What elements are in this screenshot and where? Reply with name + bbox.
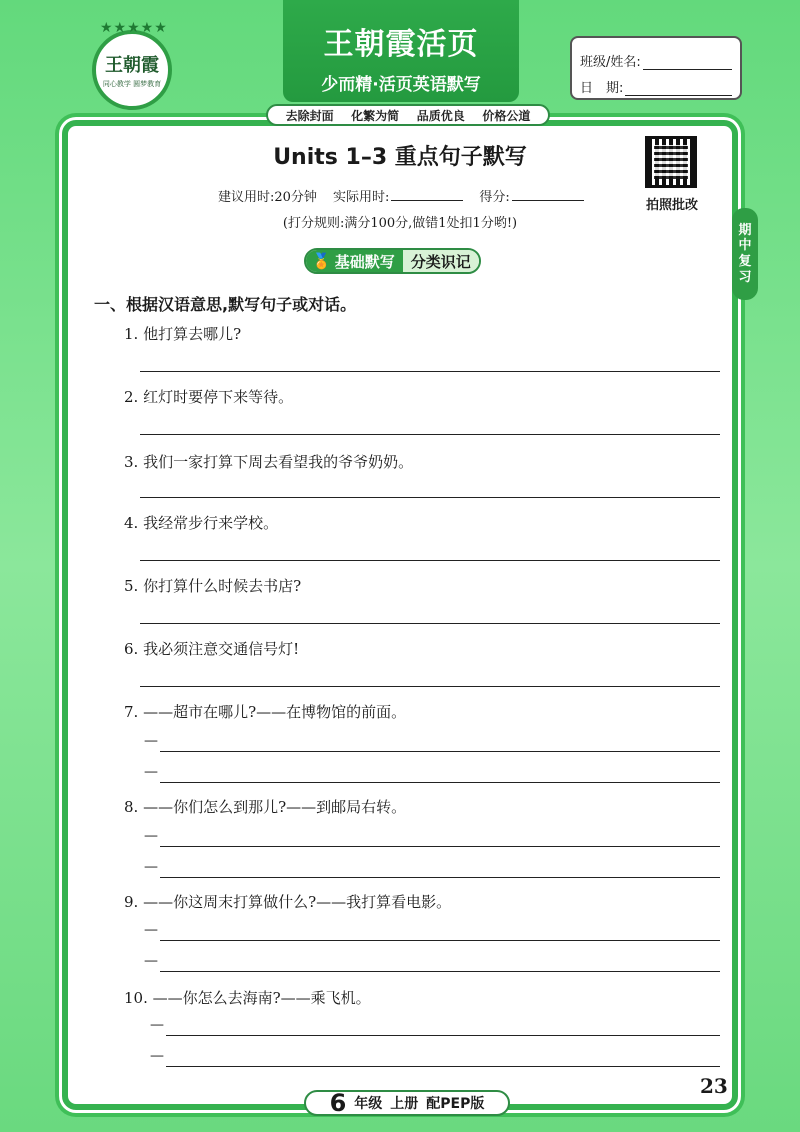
time-score-row — [218, 186, 584, 205]
class-name-field[interactable] — [643, 56, 732, 70]
brand-subtitle: 少而精·活页英语默写 — [321, 75, 481, 95]
question-6: 6. 我必须注意交通信号灯! — [124, 640, 300, 658]
answer-line[interactable] — [160, 971, 720, 972]
question-9: 9. ——你这周末打算做什么?——我打算看电影。 — [124, 893, 452, 911]
tab-category-label: 分类识记 — [410, 252, 471, 271]
slogan-item: 化繁为简 — [351, 108, 400, 123]
score-field[interactable] — [512, 189, 584, 201]
dash: — — [144, 953, 158, 969]
answer-line[interactable] — [160, 751, 720, 752]
edition-label: 配PEP版 — [426, 1096, 485, 1112]
logo-text: 王朝霞 — [105, 55, 159, 76]
answer-line[interactable] — [140, 371, 720, 372]
answer-line[interactable] — [140, 497, 720, 498]
dash: — — [144, 828, 158, 844]
question-8: 8. ——你们怎么到那儿?——到邮局右转。 — [124, 798, 407, 816]
answer-line[interactable] — [160, 846, 720, 847]
answer-line[interactable] — [140, 434, 720, 435]
dash: — — [144, 859, 158, 875]
class-name-label: 班级/姓名: — [580, 55, 641, 70]
side-tab: 期中复习 — [732, 208, 758, 300]
suggested-time: 建议用时:20分钟 — [218, 190, 317, 205]
answer-line[interactable] — [160, 940, 720, 941]
question-10: 10. ——你怎么去海南?——乘飞机。 — [124, 989, 371, 1007]
qr-code-icon[interactable] — [645, 136, 697, 188]
brand-logo — [92, 20, 172, 110]
dash: — — [144, 764, 158, 780]
date-label: 日 期: — [580, 81, 624, 96]
category-tabs — [304, 248, 481, 274]
slogan-item: 价格公道 — [482, 108, 531, 123]
dash: — — [150, 1048, 164, 1064]
term-label: 上册 — [390, 1096, 419, 1112]
answer-line[interactable] — [166, 1035, 720, 1036]
tab-category[interactable] — [403, 250, 479, 272]
page-title: Units 1–3 重点句子默写 — [273, 145, 527, 170]
date-field[interactable] — [625, 82, 732, 96]
answer-line[interactable] — [160, 782, 720, 783]
grade-footer — [304, 1090, 510, 1116]
answer-line[interactable] — [140, 560, 720, 561]
section-title: 一、根据汉语意思,默写句子或对话。 — [94, 295, 357, 314]
tab-basic-label: 基础默写 — [334, 252, 395, 271]
brand-banner — [283, 0, 519, 102]
actual-time-label: 实际用时: — [332, 190, 390, 205]
medal-icon: 🏅 — [312, 252, 331, 270]
slogan-bar — [266, 104, 550, 126]
question-5: 5. 你打算什么时候去书店? — [124, 577, 302, 595]
grade-number: 6 — [329, 1089, 347, 1117]
slogan-item: 去除封面 — [285, 108, 334, 123]
answer-line[interactable] — [140, 623, 720, 624]
brand-title: 王朝霞活页 — [323, 27, 479, 62]
answer-line[interactable] — [140, 686, 720, 687]
tab-basic[interactable] — [306, 250, 403, 272]
logo-subtext: 同心教学 圆梦教育 — [102, 80, 162, 88]
student-info-box — [570, 36, 742, 100]
page-number: 23 — [700, 1074, 728, 1098]
actual-time-field[interactable] — [391, 189, 463, 201]
answer-line[interactable] — [166, 1066, 720, 1067]
score-label: 得分: — [479, 190, 510, 205]
qr-label: 拍照批改 — [645, 198, 698, 213]
stars-icon: ★★★★★ — [100, 20, 168, 36]
slogan-item: 品质优良 — [416, 108, 465, 123]
answer-line[interactable] — [160, 877, 720, 878]
question-4: 4. 我经常步行来学校。 — [124, 514, 279, 532]
dash: — — [144, 922, 158, 938]
question-1: 1. 他打算去哪儿? — [124, 325, 242, 343]
grade-label: 年级 — [354, 1096, 383, 1112]
question-2: 2. 红灯时要停下来等待。 — [124, 388, 294, 406]
dash: — — [144, 733, 158, 749]
question-3: 3. 我们一家打算下周去看望我的爷爷奶奶。 — [124, 453, 414, 471]
dash: — — [150, 1017, 164, 1033]
scoring-rule: (打分规则:满分100分,做错1处扣1分哟!) — [282, 216, 518, 231]
question-7: 7. ——超市在哪儿?——在博物馆的前面。 — [124, 703, 407, 721]
